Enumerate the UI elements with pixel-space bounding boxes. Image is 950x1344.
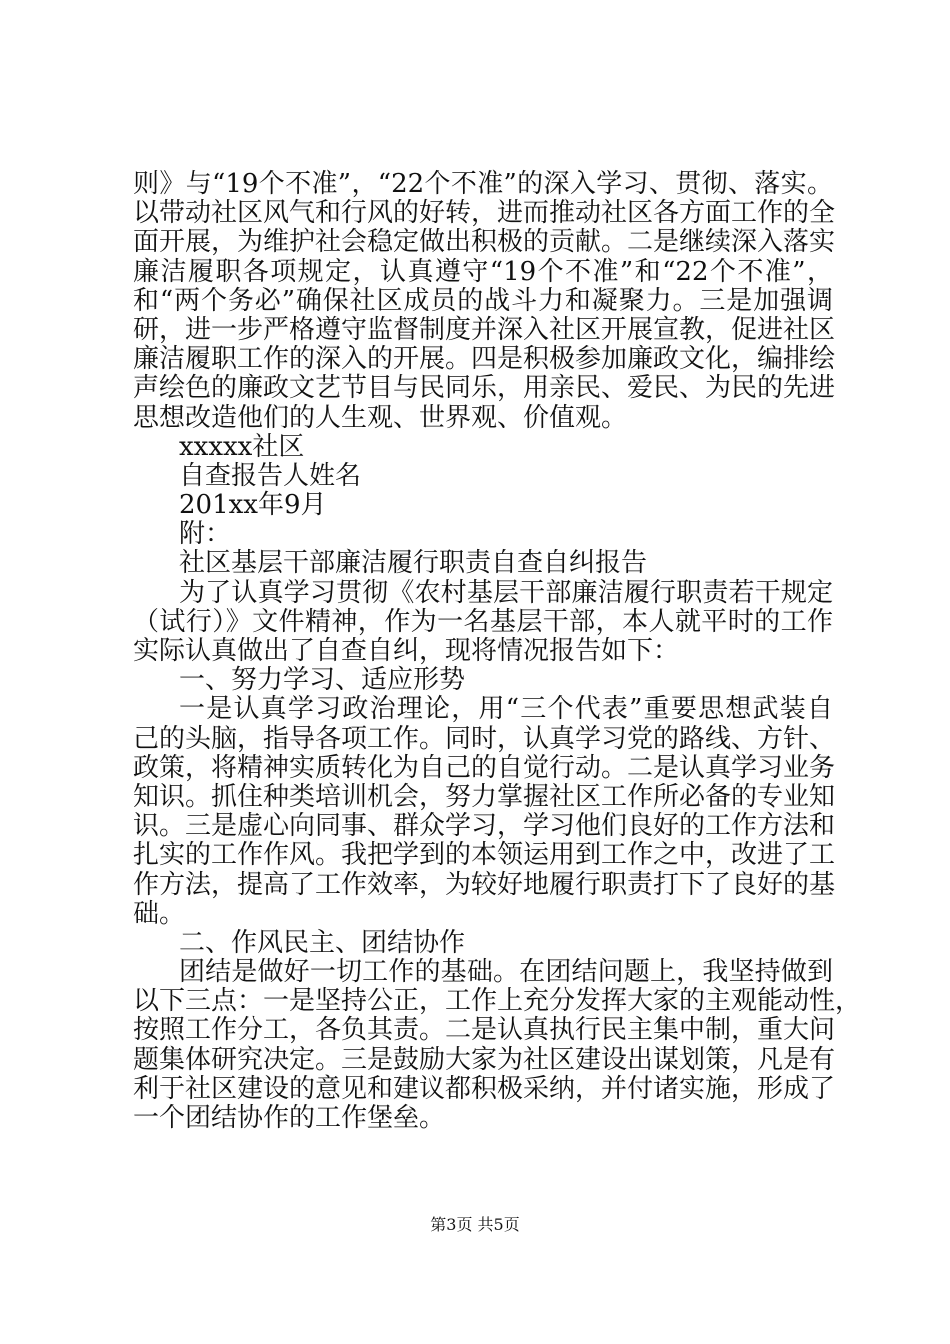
- text-line: 政策，将精神实质转化为自己的自觉行动。二是认真学习业务: [133, 752, 836, 783]
- text-line: 题集体研究决定。三是鼓励大家为社区建设出谋划策，凡是有: [133, 1044, 836, 1075]
- text-line: 自查报告人姓名: [179, 460, 362, 491]
- text-line: 声绘色的廉政文艺节目与民同乐，用亲民、爱民、为民的先进: [133, 373, 836, 404]
- text-line: 实际认真做出了自查自纠，现将情况报告如下：: [133, 636, 680, 666]
- text-line: 社区基层干部廉洁履行职责自查自纠报告: [179, 548, 648, 579]
- text-line: 础。: [133, 898, 186, 929]
- text-line: 思想改造他们的人生观、世界观、价值观。: [133, 402, 628, 433]
- text-line: 己的头脑，指导各项工作。同时，认真学习党的路线、方针、: [133, 723, 836, 754]
- text-line: 一、努力学习、适应形势: [179, 665, 466, 696]
- text-line: 面开展，为维护社会稳定做出积极的贡献。二是继续深入落实: [133, 227, 836, 258]
- text-line: 和“两个务必”确保社区成员的战斗力和凝聚力。三是加强调: [133, 285, 833, 316]
- text-line: 二、作风民主、团结协作: [179, 927, 466, 958]
- text-line: 扎实的工作作风。我把学到的本领运用到工作之中，改进了工: [133, 840, 836, 871]
- text-line: 廉洁履职工作的深入的开展。四是积极参加廉政文化，编排绘: [133, 344, 836, 375]
- document-body: [133, 169, 862, 1133]
- text-line: 以带动社区风气和行风的好转，进而推动社区各方面工作的全: [133, 198, 836, 229]
- text-line: （试行）》文件精神，作为一名基层干部，本人就平时的工作: [133, 606, 833, 637]
- text-line: 利于社区建设的意见和建议都积极采纳，并付诸实施，形成了: [133, 1073, 836, 1104]
- text-line: 201xx年9月: [179, 490, 327, 521]
- text-line: 作方法，提高了工作效率，为较好地履行职责打下了良好的基: [133, 869, 836, 900]
- text-line: 一个团结协作的工作堡垒。: [133, 1103, 446, 1133]
- text-line: 为了认真学习贯彻《农村基层干部廉洁履行职责若干规定: [179, 577, 833, 608]
- text-line: xxxxx社区: [179, 431, 305, 462]
- text-line: 附：: [179, 519, 232, 550]
- text-line: 研，进一步严格遵守监督制度并深入社区开展宣教，促进社区: [133, 314, 836, 345]
- text-line: 一是认真学习政治理论，用“三个代表”重要思想武装自: [179, 694, 833, 725]
- text-line: 按照工作分工，各负其责。二是认真执行民主集中制，重大问: [133, 1015, 836, 1046]
- text-line: 知识。抓住种类培训机会，努力掌握社区工作所必备的专业知: [133, 781, 836, 812]
- text-line: 以下三点：一是坚持公正，工作上充分发挥大家的主观能动性，: [133, 986, 862, 1017]
- text-line: 识。三是虚心向同事、群众学习，学习他们良好的工作方法和: [133, 811, 836, 842]
- text-line: 团结是做好一切工作的基础。在团结问题上，我坚持做到: [179, 957, 833, 988]
- text-line: 则》与“19个不准”，“22个不准”的深入学习、贯彻、落实。: [133, 169, 833, 199]
- text-line: 廉洁履职各项规定，认真遵守“19个不准”和“22个不准”，: [133, 256, 833, 287]
- page-footer: 第3页 共5页: [430, 1215, 520, 1234]
